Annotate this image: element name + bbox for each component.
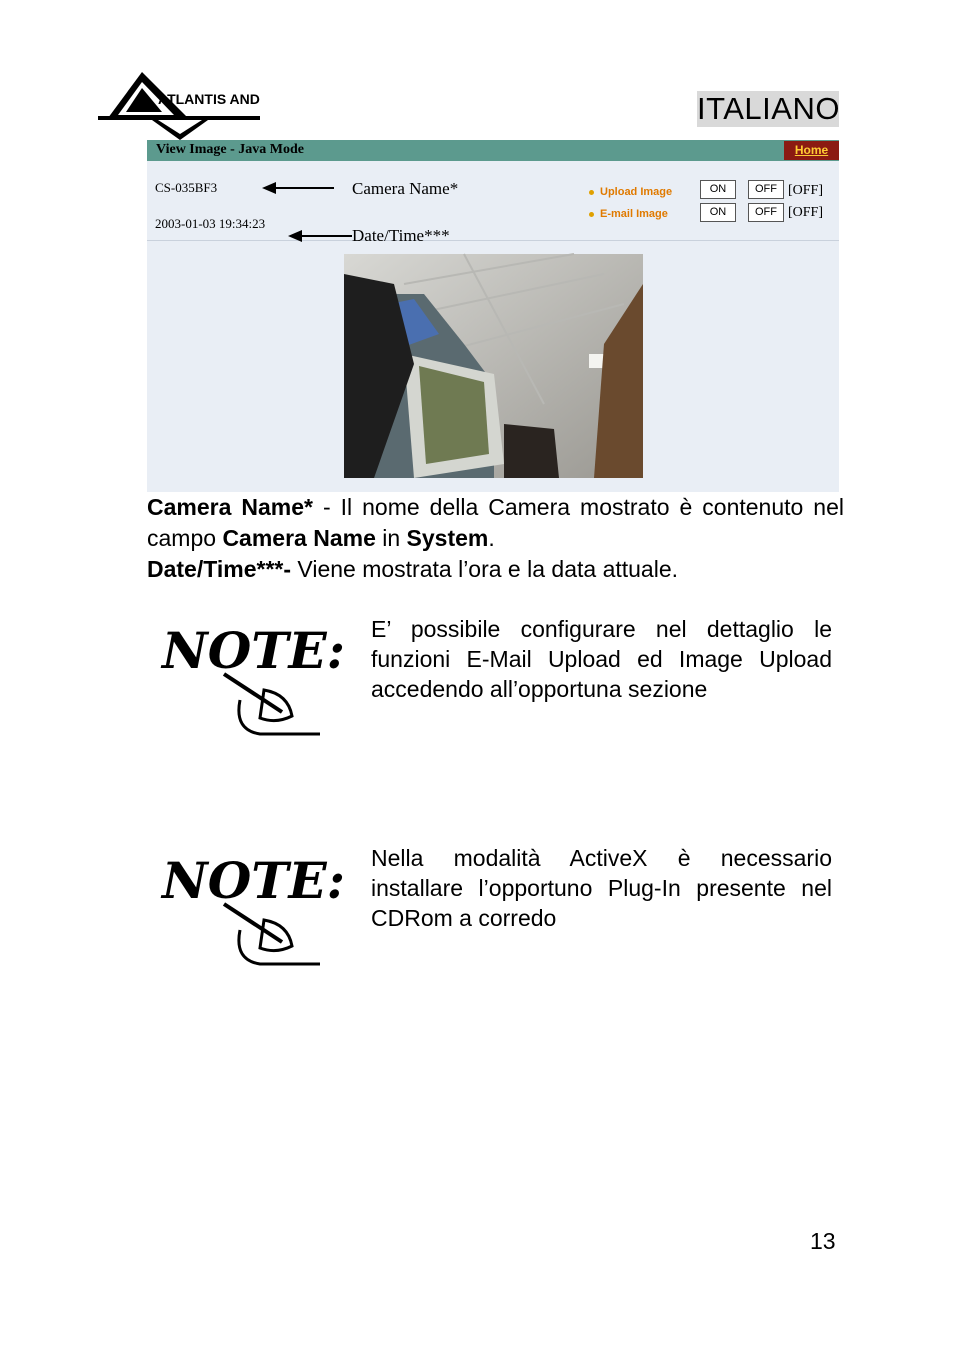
email-on-button[interactable]: ON [700, 203, 736, 222]
datetime-description [147, 554, 844, 585]
note-icon [160, 612, 346, 736]
upload-off-button[interactable]: OFF [748, 180, 784, 199]
email-off-button[interactable]: OFF [748, 203, 784, 222]
annotation-arrows [262, 178, 352, 244]
note-text-2: Nella modalità ActiveX è necessario installare l’opportuno Plug-In presente nel CDRom a corredo [371, 845, 832, 931]
text-span: . [488, 525, 495, 551]
page-number: 13 [810, 1228, 836, 1254]
camera-name-annotation: Camera Name* [352, 179, 459, 198]
atlantis-logo [98, 68, 260, 144]
note-icon-label: NOTE: [162, 851, 346, 910]
text-span: - Il nome della Camera mostrato è contenuto nel campo [147, 494, 845, 551]
screenshot-title: View Image - Java Mode [156, 142, 305, 157]
note-icon [160, 842, 346, 966]
camera-datetime: 2003-01-03 19:34:23 [155, 216, 266, 231]
note-text-1: E’ possibile configurare nel dettaglio le funzioni E-Mail Upload ed Image Upload accedendo all’opportuna sezione [371, 616, 832, 702]
logo-text: ATLANTIS AND [158, 91, 260, 107]
upload-state: [OFF] [788, 183, 824, 198]
language-label: ITALIANO [697, 91, 840, 126]
screenshot-titlebar [147, 140, 839, 161]
datetime-annotation: Date/Time*** [352, 226, 450, 245]
camera-name-field: Camera Name [222, 525, 376, 551]
note-icon-label: NOTE: [162, 621, 346, 680]
bullet-icon [589, 190, 594, 195]
camera-name-term: Camera Name* [147, 494, 313, 520]
camera-name-description [147, 492, 844, 554]
option-label: Upload Image [600, 186, 673, 198]
datetime-term: Date/Time***- [147, 556, 292, 582]
text-span: Viene mostrata l’ora e la data attuale. [291, 556, 679, 582]
text-span: in [375, 525, 407, 551]
camera-id: CS-035BF3 [155, 180, 218, 195]
home-button[interactable]: Home [784, 141, 839, 160]
email-state: [OFF] [788, 205, 824, 220]
bullet-icon [589, 212, 594, 217]
camera-info-row [147, 170, 839, 241]
camera-image [344, 254, 643, 478]
upload-on-button[interactable]: ON [700, 180, 736, 199]
option-label: E-mail Image [600, 208, 668, 220]
option-email-image[interactable] [589, 208, 668, 220]
option-upload-image[interactable] [589, 186, 672, 198]
system-term: System [406, 525, 489, 551]
